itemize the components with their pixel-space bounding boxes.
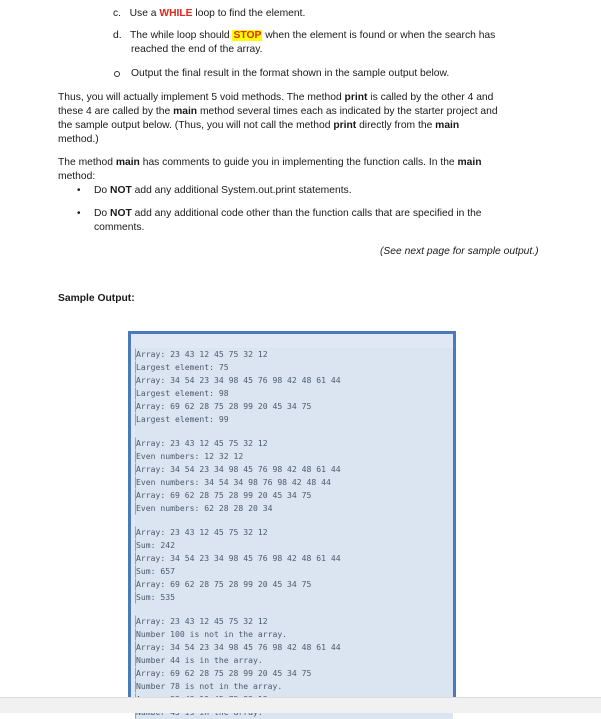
- para2-l1-pre: The method: [58, 157, 116, 168]
- circle-bullet-icon: [114, 71, 120, 77]
- bullet-dot-icon: •: [77, 208, 81, 219]
- bullet-2-bold: NOT: [110, 208, 132, 219]
- output-line: Array: 69 62 28 75 28 99 20 45 34 75: [135, 400, 453, 413]
- output-line: Even numbers: 12 32 12: [135, 450, 453, 463]
- para1-l3-bold1: print: [333, 120, 357, 131]
- item-d-marker: d.: [113, 30, 122, 41]
- output-line: Array: 34 54 23 34 98 45 76 98 42 48 61 44: [135, 641, 453, 654]
- stop-keyword: STOP: [233, 30, 262, 41]
- para1-line1: [58, 91, 493, 105]
- output-line: Sum: 535: [135, 591, 453, 604]
- item-d-text: The while loop should: [130, 30, 233, 41]
- para1-l1-post: is called by the other 4 and: [367, 92, 494, 103]
- item-c-text: Use a: [129, 8, 160, 19]
- para1-l3-mid: directly from the: [356, 120, 436, 131]
- output-line: Array: 23 43 12 45 75 32 12: [135, 526, 453, 539]
- para1-l1-bold: print: [344, 92, 368, 103]
- output-line: Array: 69 62 28 75 28 99 20 45 34 75: [135, 667, 453, 680]
- output-line: Array: 69 62 28 75 28 99 20 45 34 75: [135, 489, 453, 502]
- para1-line2: [58, 105, 498, 119]
- output-group-gap: [135, 515, 453, 526]
- output-line: Largest element: 75: [135, 361, 453, 374]
- para2-line2: method:: [58, 171, 96, 182]
- para2-line1: [58, 156, 482, 170]
- sample-output-console: [135, 348, 453, 719]
- para2-l1-bold2: main: [457, 157, 482, 168]
- page-bottom-strip: [0, 697, 601, 713]
- para1-l3-bold2: main: [435, 120, 460, 131]
- output-line: Number 44 is in the array.: [135, 654, 453, 667]
- output-group-gap: [135, 426, 453, 437]
- bullet-2-line2: comments.: [94, 222, 145, 233]
- output-line: Even numbers: 62 28 28 20 34: [135, 502, 453, 515]
- output-line: Number 78 is not in the array.: [135, 680, 453, 693]
- bullet-dot-icon: •: [77, 185, 81, 196]
- output-line: Array: 34 54 23 34 98 45 76 98 42 48 61 44: [135, 552, 453, 565]
- item-d-text-end: when the element is found or when the search has: [262, 30, 496, 41]
- sample-output-box: [128, 331, 456, 697]
- bullet-2-post: add any additional code other than the function calls that are specified in the: [131, 208, 482, 219]
- bullet-2-pre: Do: [94, 208, 111, 219]
- bullet-1-post: add any additional System.out.print statements.: [131, 185, 352, 196]
- output-line: Array: 34 54 23 34 98 45 76 98 42 48 61 44: [135, 374, 453, 387]
- bullet-1-pre: Do: [94, 185, 111, 196]
- para1-l3-pre: the sample output below. (Thus, you will not call the method: [58, 120, 334, 131]
- sample-output-heading: Sample Output:: [58, 293, 135, 304]
- para1-l2-post: method several times each as indicated by the starter project and: [197, 106, 498, 117]
- item-c: [113, 7, 305, 21]
- output-line: Array: 23 43 12 45 75 32 12: [135, 348, 453, 361]
- item-c-marker: c.: [113, 8, 122, 19]
- bullet-2: [94, 207, 482, 221]
- para1-l2-bold: main: [173, 106, 198, 117]
- item-d-line2: reached the end of the array.: [131, 44, 263, 55]
- output-line: Largest element: 99: [135, 413, 453, 426]
- bullet-1-bold: NOT: [110, 185, 132, 196]
- output-line: Array: 23 43 12 45 75 32 12: [135, 615, 453, 628]
- para2-l1-mid: has comments to guide you in implementing the function calls. In the: [139, 157, 458, 168]
- item-c-text-end: loop to find the element.: [192, 8, 306, 19]
- output-line: Sum: 242: [135, 539, 453, 552]
- item-d: [113, 29, 495, 43]
- output-line: Even numbers: 34 54 34 98 76 98 42 48 44: [135, 476, 453, 489]
- para1-l1-pre: Thus, you will actually implement 5 void methods. The method: [58, 92, 345, 103]
- sub-item-text: Output the final result in the format shown in the sample output below.: [131, 68, 450, 79]
- para1-l2-pre: these 4 are called by the: [58, 106, 174, 117]
- output-line: Number 100 is not in the array.: [135, 628, 453, 641]
- output-line: Sum: 657: [135, 565, 453, 578]
- para1-line4: method.): [58, 134, 99, 145]
- para2-l1-bold1: main: [115, 157, 140, 168]
- output-line: Array: 34 54 23 34 98 45 76 98 42 48 61 44: [135, 463, 453, 476]
- output-group-gap: [135, 604, 453, 615]
- while-keyword: WHILE: [159, 8, 193, 19]
- output-line: Array: 69 62 28 75 28 99 20 45 34 75: [135, 578, 453, 591]
- bullet-1: [94, 184, 352, 198]
- output-line: Largest element: 98: [135, 387, 453, 400]
- see-next-page-note: (See next page for sample output.): [380, 246, 539, 257]
- para1-line3: [58, 119, 459, 133]
- output-line: Array: 23 43 12 45 75 32 12: [135, 437, 453, 450]
